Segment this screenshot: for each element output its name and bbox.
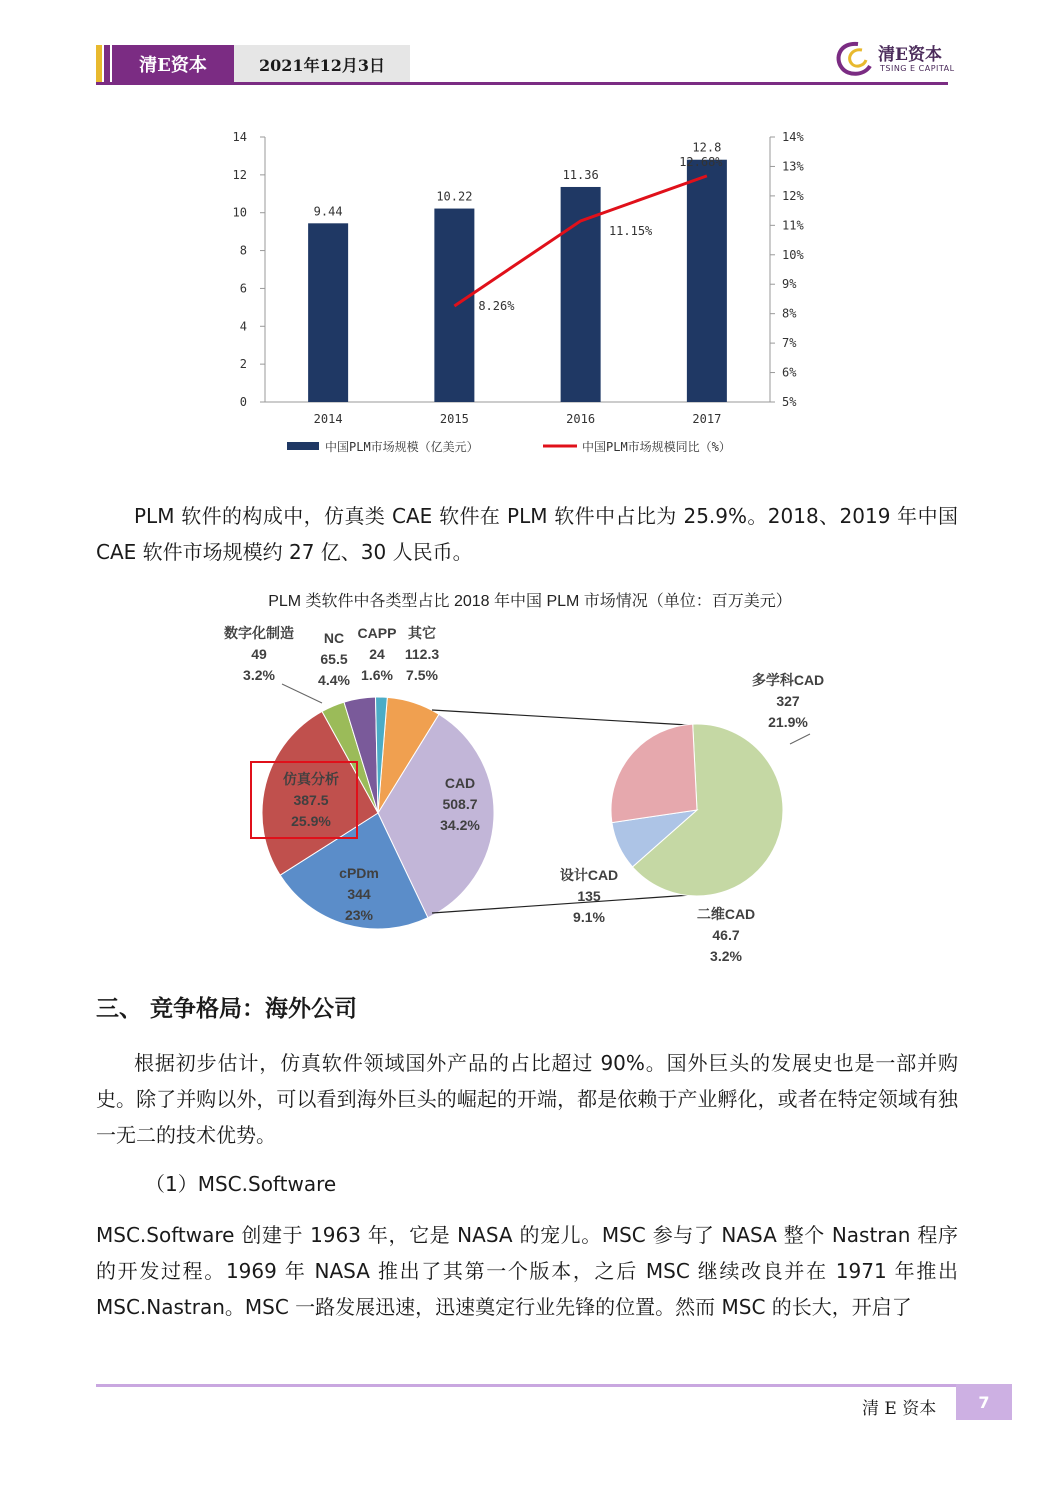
pie-label-name: CAD [444,775,476,791]
bar-data-label: 11.36 [562,167,599,182]
pie-label-value: 65.5 [320,651,348,667]
pie-label-percent: 23% [344,907,374,923]
y2-tick-label: 11% [782,218,804,233]
plm-type-share-pie-chart [200,588,860,978]
bar [308,223,348,402]
paragraph-plm-composition: PLM 软件的构成中，仿真类 CAE 软件在 PLM 软件中占比为 25.9%。2018、2019 年中国 CAE 软件市场规模约 27 亿、30 人民币。 [96,504,958,564]
pie-label-name: 其它 [408,625,436,641]
logo-text-en: TSING E CAPITAL [880,64,955,73]
paragraph-msc: MSC.Software 创建于 1963 年，它是 NASA 的宠儿。MSC 参与了 NASA 整个 Nastran 程序的开发过程。1969 年 NASA 推出了其第一个版本，之后 MSC 继续改良并在 1971 年推出 MSC.Nastran。MSC 一路发展迅速，迅速奠定行业先锋的位置。然而 MSC 的长大，开启了 [96,1223,958,1319]
pie-label-percent: 1.6% [361,667,393,683]
breakdown-label-percent: 21.9% [768,714,808,730]
footer-divider [96,1384,958,1387]
bar-data-label: 12.8 [692,140,722,155]
legend-label-bar: 中国PLM市场规模（亿美元） [325,440,479,454]
pie-label-value: 387.5 [293,792,329,808]
y-tick-label: 12 [232,167,247,182]
y-tick-label: 4 [239,319,247,334]
legend-swatch-bar [287,442,319,450]
y-tick-label: 6 [239,281,247,296]
pie-label-percent: 4.4% [318,672,350,688]
plm-market-size-chart [215,120,815,472]
section-heading: 三、 竞争格局：海外公司 [96,996,358,1022]
breakdown-label-percent: 9.1% [573,909,605,925]
line-data-label: 11.15% [608,223,653,238]
pie-label-value: 344 [347,886,371,902]
leader-line [790,734,810,744]
pie-label-value: 112.3 [404,646,440,662]
pie-label-name: NC [323,630,345,646]
pie-label-value: 508.7 [442,796,478,812]
pie-label-percent: 34.2% [440,817,480,833]
breakdown-label-value: 135 [577,888,601,904]
breakdown-label-name: 多学科CAD [751,672,825,688]
pie-label-value: 49 [251,646,267,662]
pie-label-name: 仿真分析 [283,771,339,787]
bar [687,160,727,402]
header-brand: 清E资本 [112,45,234,83]
header-date: 2021年12月3日 [234,45,410,83]
x-tick-label: 2014 [313,412,343,426]
breakdown-slice [611,724,697,823]
y2-tick-label: 14% [782,130,804,144]
paragraph-competition: 根据初步估计，仿真软件领域国外产品的占比超过 90%。国外巨头的发展史也是一部并购史。除了并购以外，可以看到海外巨头的崛起的开端，都是依赖于产业孵化，或者在特定领域有独一无二的技术优势。 [96,1051,958,1147]
pie-label-name: CAPP [357,625,397,641]
breakdown-label-value: 46.7 [712,927,740,943]
connector-line-top [432,710,705,726]
pie-label-percent: 25.9% [291,813,331,829]
y-tick-label: 2 [239,357,247,372]
y-tick-label: 14 [232,130,247,144]
y2-tick-label: 10% [782,247,804,262]
pie-label-percent: 3.2% [243,667,275,683]
y2-tick-label: 6% [782,365,797,380]
line-data-label: 8.26% [478,299,515,314]
x-tick-label: 2015 [439,412,469,426]
header-accent-bar-purple [104,45,110,83]
connector-line-bottom [432,894,705,913]
y-tick-label: 10 [232,205,247,220]
y2-tick-label: 12% [782,188,804,203]
pie-label-name: 数字化制造 [224,625,294,641]
leader-line [282,684,322,703]
line-data-label: 12.68% [679,154,723,169]
pie-label-name: cPDm [339,865,379,881]
header-accent-bar-yellow [96,45,102,83]
page-number: 7 [956,1384,1012,1420]
y2-tick-label: 9% [782,277,797,292]
x-tick-label: 2016 [566,412,596,426]
legend-label-line: 中国PLM市场规模同比（%） [582,440,731,454]
breakdown-label-name: 设计CAD [559,867,619,883]
bar-data-label: 9.44 [313,204,343,219]
bar [561,187,601,402]
y2-tick-label: 8% [782,306,797,321]
pie-label-value: 24 [369,646,385,662]
logo-text-cn: 清E资本 [878,45,942,65]
pie-label-percent: 7.5% [406,667,438,683]
y2-tick-label: 7% [782,336,797,351]
breakdown-label-percent: 3.2% [710,948,742,964]
y-tick-label: 0 [239,395,247,409]
footer-brand: 清 E 资本 [862,1399,937,1419]
breakdown-label-name: 二维CAD [696,906,756,922]
y2-tick-label: 13% [782,159,804,174]
bar-data-label: 10.22 [436,189,473,204]
y-tick-label: 8 [239,243,247,258]
subsection-title: （1）MSC.Software [145,1172,337,1196]
x-tick-label: 2017 [692,412,722,426]
pie-chart-title: PLM 类软件中各类型占比 2018 年中国 PLM 市场情况（单位：百万美元） [268,593,792,610]
y2-tick-label: 5% [782,395,797,409]
breakdown-label-value: 327 [776,693,800,709]
header-divider [96,82,948,85]
